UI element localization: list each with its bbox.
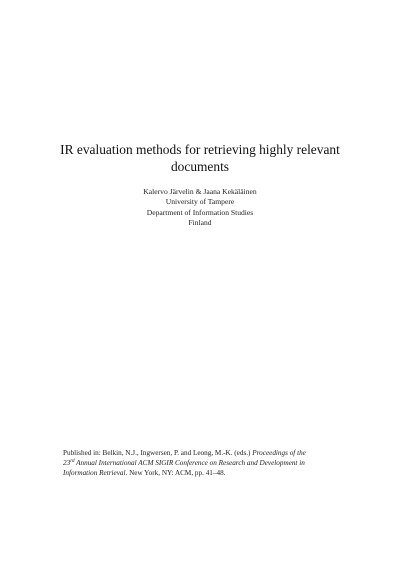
author-names: Kalervo Järvelin & Jaana Kekäläinen	[143, 187, 257, 196]
author-country: Finland	[188, 218, 212, 228]
publication-prefix: Published in: Belkin, N.J., Ingwersen, P. and Leong, M.-K. (eds.)	[63, 449, 253, 457]
paper-title-line-2: documents	[170, 159, 229, 174]
conference-name: Annual International ACM SIGIR Conference on Research and Development in	[74, 459, 305, 468]
publication-note-line-3	[63, 468, 353, 478]
publication-note-line-2	[63, 458, 353, 468]
conference-ordinal-suffix: rd	[70, 459, 75, 465]
proceedings-title-start: Proceedings of the	[252, 449, 306, 457]
publication-details: . New York, NY: ACM, pp. 41–48.	[125, 469, 226, 478]
author-affiliation: University of Tampere	[165, 197, 235, 207]
author-department: Department of Information Studies	[146, 207, 254, 217]
conference-number: 23	[63, 459, 71, 468]
author-info	[60, 187, 340, 229]
publication-note	[63, 448, 353, 479]
paper-title	[40, 141, 360, 175]
paper-title-line-1: IR evaluation methods for retrieving highly relevant	[60, 142, 340, 157]
proceedings-title-end: Information Retrieval	[63, 469, 126, 478]
publication-note-line-1	[63, 448, 353, 458]
